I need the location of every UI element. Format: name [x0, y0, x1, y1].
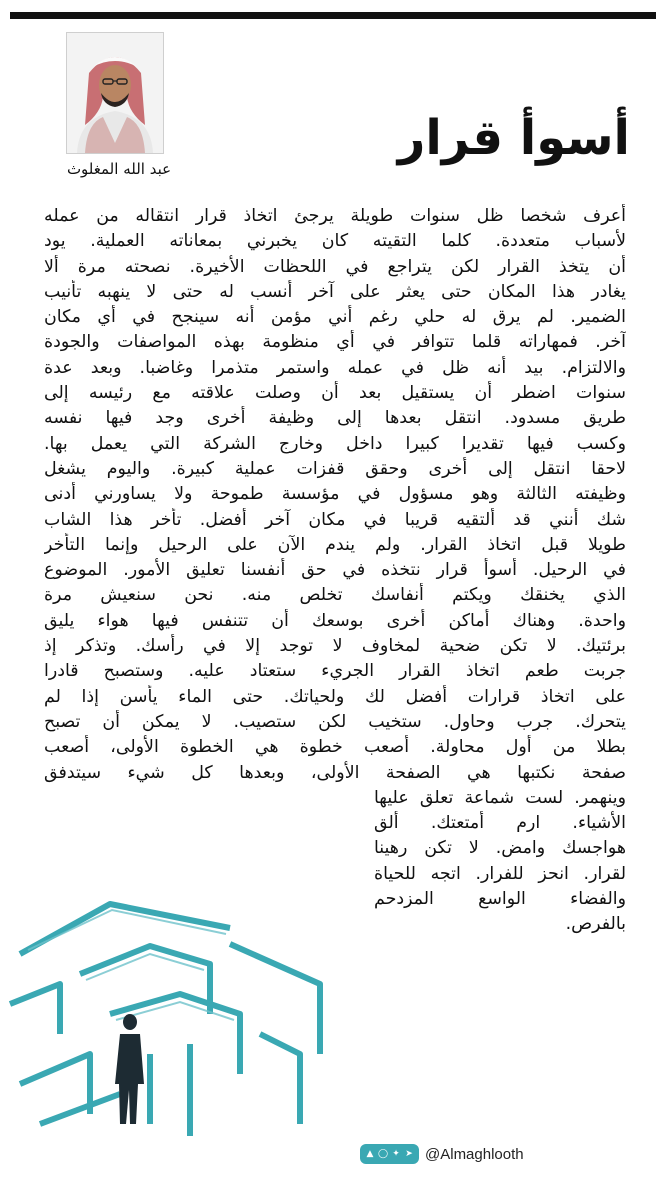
article-line: في الرحيل. أسوأ قرار نتخذه في حق أنفسنا تعليق الأمور. الموضوع [44, 560, 626, 581]
article-line: طويلا قبل اتخاذ القرار. ولم يندم الآن على الرحيل وإنما التأخر [44, 534, 626, 555]
article-line: أن يتخذ القرار لكن يتراجع في اللحظات الأخيرة. نصحته مرة ألا [44, 256, 626, 277]
article-line: على اتخاذ قرارات أفضل لك ولحياتك. حتى الماء يأسن إذا لم [44, 686, 626, 707]
article-line: طريق مسدود. انتقل بعدها إلى وظيفة أخرى وجد فيها نفسه [44, 408, 626, 429]
article-body [44, 204, 626, 938]
article-line: الأشياء. ارم أمتعتك. ألق [374, 813, 626, 834]
author-photo [66, 32, 164, 154]
article-line: وظيفته الثالثة وهو مسؤول في مؤسسة طموحة ولا يساورني أدنى [44, 484, 626, 505]
article-line: الضمير. لم يرق له حلي رغم أني مؤمن أنه سينجح في أي مكان [44, 307, 626, 328]
article-line: لاحقا انتقل إلى أخرى وحقق قفزات عملية كبيرة. واليوم يشغل [44, 458, 626, 479]
article-line: لقرار. انحز للفرار. اتجه للحياة [374, 863, 626, 884]
article-line: أعرف شخصا ظل سنوات طويلة يرجئ اتخاذ قرار انتقاله من عمله [44, 206, 626, 226]
maze-illustration [0, 884, 330, 1146]
article-line: الذي يخنقك ويكتم أنفاسك تخلص منه. نحن سنعيش مرة [44, 585, 626, 606]
article-line: والالتزام. بيد أنه ظل في عمله واستمر متذمرا وغاضبا. وبعد عدة [44, 357, 626, 378]
article-line: يتحرك. جرب وحاول. ستخيب لكن ستصيب. لا يمكن أن تصبح [44, 711, 626, 732]
article-line: واحدة. وهناك أماكن أخرى بوسعك أن تتنفس فيها هواء يليق [44, 610, 626, 631]
headline: أسوأ قرار [397, 110, 630, 166]
article-line: جربت طعم اتخاذ القرار الجريء ستعتاد عليه. وستصبح قادرا [44, 661, 626, 682]
article-line: بطلا من أول محاولة. أصعب خطوة هي الخطوة الأولى، أصعب [44, 737, 626, 758]
article-line: وينهمر. لست شماعة تعلق عليها [374, 787, 626, 808]
article-line: سنوات اضطر أن يستقيل بعد أن وصلت علاقته مع رئيسه إلى [44, 383, 626, 404]
article-line: هواجسك وامض. لا تكن رهينا [374, 838, 626, 859]
top-rule [10, 12, 656, 19]
twitter-icon[interactable]: ✦ [392, 1149, 400, 1159]
footer [360, 1142, 524, 1166]
instagram-icon[interactable]: ◯ [378, 1149, 389, 1159]
article-line: برئتيك. لا تكن ضحية لمخاوف لا توجد إلا في رأسك. وتذكر إذ [44, 636, 626, 657]
article-line: شك أنني قد ألتقيه قريبا في مكان آخر أفضل. تأخر هذا الشاب [44, 509, 626, 530]
article-line: آخر. فمهاراته قلما تتوافر في أي منظومة بهذه المواصفات والجودة [44, 332, 626, 353]
person-silhouette [115, 1014, 144, 1124]
article-line: يغادر هذا المكان حتى يعثر على آخر أنسب له حتى لا ينهبه تأنيب [44, 281, 626, 302]
author-name: عبد الله المغلوث [66, 160, 172, 178]
telegram-icon[interactable]: ➤ [405, 1149, 413, 1159]
article-line: بالفرص. [565, 914, 626, 935]
author-handle[interactable]: @Almaghlooth [425, 1145, 524, 1163]
article-line: لأسباب متعددة. كلما التقيته كان يخبرني بمعاناته العملية. يود [44, 231, 626, 252]
article-line: والفضاء الواسع المزدحم [374, 889, 626, 910]
social-icons [360, 1144, 419, 1164]
article-line: وكسب فيها تقديرا كبيرا داخل وخارج الشركة التي يعمل بها. [44, 433, 626, 454]
article-line: صفحة نكتبها هي الصفحة الأولى، وبعدها كل شيء سيتدفق [44, 762, 626, 783]
snapchat-icon[interactable]: ▲ [366, 1149, 374, 1159]
